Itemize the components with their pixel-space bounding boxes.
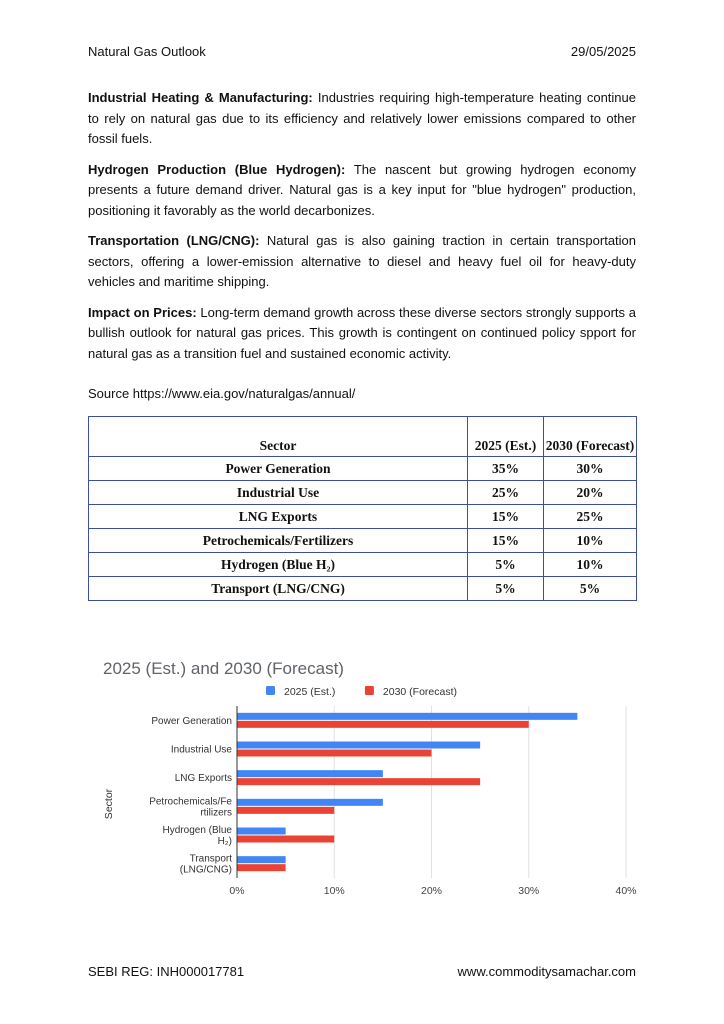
bar — [237, 713, 577, 720]
paragraph-heading: Industrial Heating & Manufacturing: — [88, 90, 313, 105]
x-tick-label: 40% — [615, 885, 637, 897]
table-cell-2030: 25% — [544, 505, 637, 529]
bar — [237, 836, 334, 843]
table-row — [89, 577, 637, 601]
page-header — [88, 44, 636, 59]
sector-share-bar-chart — [88, 650, 648, 910]
paragraph-text: The nascent but growing hydrogen economy presents a future demand driver. Natural gas is a key input for "blue hydrogen" production, positioning it favorably as the world decarbonizes. — [88, 161, 636, 218]
x-tick-label: 30% — [518, 885, 540, 897]
table-cell-sector: Petrochemicals/Fertilizers — [89, 529, 468, 553]
category-label: (LNG/CNG) — [179, 864, 232, 876]
category-label: rtilizers — [200, 807, 232, 819]
paragraph-text: Natural gas is also gaining traction in certain transportation sectors, offering a lower-emission alternative to diesel and heavy fuel oil for heavy-duty vehicles and maritime shipping. — [88, 233, 637, 289]
x-tick-label: 20% — [420, 885, 443, 897]
bar — [237, 750, 432, 757]
table-cell-2030: 30% — [544, 457, 637, 481]
category-label: Petrochemicals/Fe — [149, 796, 232, 808]
x-tick-label: 0% — [229, 885, 245, 897]
bar — [237, 864, 286, 871]
paragraph-heading: Impact on Prices: — [88, 304, 197, 320]
legend-swatch — [266, 686, 275, 695]
table-cell-2025: 15% — [468, 529, 544, 553]
document-title: Natural Gas Outlook — [88, 44, 206, 59]
category-label: LNG Exports — [174, 773, 232, 785]
page-footer — [88, 964, 636, 979]
table-header-sector: Sector — [89, 417, 468, 457]
table-cell-sector: Industrial Use — [89, 481, 468, 505]
bar — [237, 807, 334, 814]
source-line: Source https://www.eia.gov/naturalgas/annual/ — [88, 386, 356, 401]
y-axis-label: Sector — [103, 788, 115, 820]
table-row — [89, 505, 637, 529]
table-row — [89, 553, 637, 577]
legend-label: 2025 (Est.) — [284, 686, 336, 698]
table-row — [89, 457, 637, 481]
bar — [237, 778, 480, 785]
category-label: Power Generation — [151, 715, 232, 727]
paragraph-hydrogen — [88, 160, 636, 222]
document-date: 29/05/2025 — [570, 44, 636, 59]
paragraph-text: Industries requiring high-temperature heating continue to rely on natural gas due to its efficiency and relatively lower emissions compared to other fossil fuels. — [88, 90, 636, 146]
table-cell-sector: Hydrogen (Blue H₂) — [89, 553, 468, 577]
table-cell-2030: 10% — [544, 553, 637, 577]
table-row — [89, 481, 637, 505]
table-cell-2025: 35% — [468, 457, 544, 481]
table-row — [89, 529, 637, 553]
paragraph-heading: Transportation (LNG/CNG): — [88, 233, 260, 248]
x-tick-label: 10% — [323, 885, 345, 897]
table-cell-2025: 25% — [468, 481, 544, 505]
table-cell-2030: 10% — [544, 529, 637, 553]
paragraph-text: Long-term demand growth across these diverse sectors strongly supports a bullish outlook for natural gas prices. This growth is contingent on continued policy spport for natural gas as a transition fuel and sustained economic activity. — [88, 304, 637, 361]
table-cell-sector: Transport (LNG/CNG) — [89, 577, 468, 601]
table-cell-sector: LNG Exports — [89, 505, 468, 529]
table-cell-2025: 15% — [468, 505, 544, 529]
legend-label: 2030 (Forecast) — [382, 686, 458, 698]
website-url: www.commoditysamachar.com — [457, 964, 636, 979]
table-cell-2025: 5% — [468, 577, 544, 601]
category-label: H₂) — [217, 836, 232, 847]
paragraph-prices — [88, 303, 636, 365]
table-header-2030: 2030 (Forecast) — [544, 417, 637, 457]
paragraph-heading: Hydrogen Production (Blue Hydrogen): — [88, 161, 346, 177]
category-label: Industrial Use — [170, 744, 232, 756]
table-header-row — [89, 417, 637, 457]
category-label: Transport — [189, 853, 232, 865]
paragraph-industrial — [88, 88, 636, 150]
category-label: Hydrogen (Blue — [162, 825, 232, 836]
legend-swatch — [365, 686, 374, 695]
bar — [237, 799, 383, 806]
sebi-registration: SEBI REG: INH000017781 — [88, 964, 245, 979]
table-cell-2030: 20% — [544, 481, 637, 505]
table-cell-2025: 5% — [468, 553, 544, 577]
bar — [237, 828, 286, 835]
paragraph-transportation — [88, 231, 636, 293]
body-text — [88, 88, 636, 374]
table-cell-2030: 5% — [544, 577, 637, 601]
chart-title: 2025 (Est.) and 2030 (Forecast) — [103, 659, 344, 678]
bar — [237, 856, 286, 863]
sector-share-table — [88, 416, 637, 601]
bar — [237, 721, 529, 728]
table-cell-sector: Power Generation — [89, 457, 468, 481]
bar — [237, 742, 480, 749]
bar — [237, 770, 383, 777]
table-header-2025: 2025 (Est.) — [468, 417, 544, 457]
